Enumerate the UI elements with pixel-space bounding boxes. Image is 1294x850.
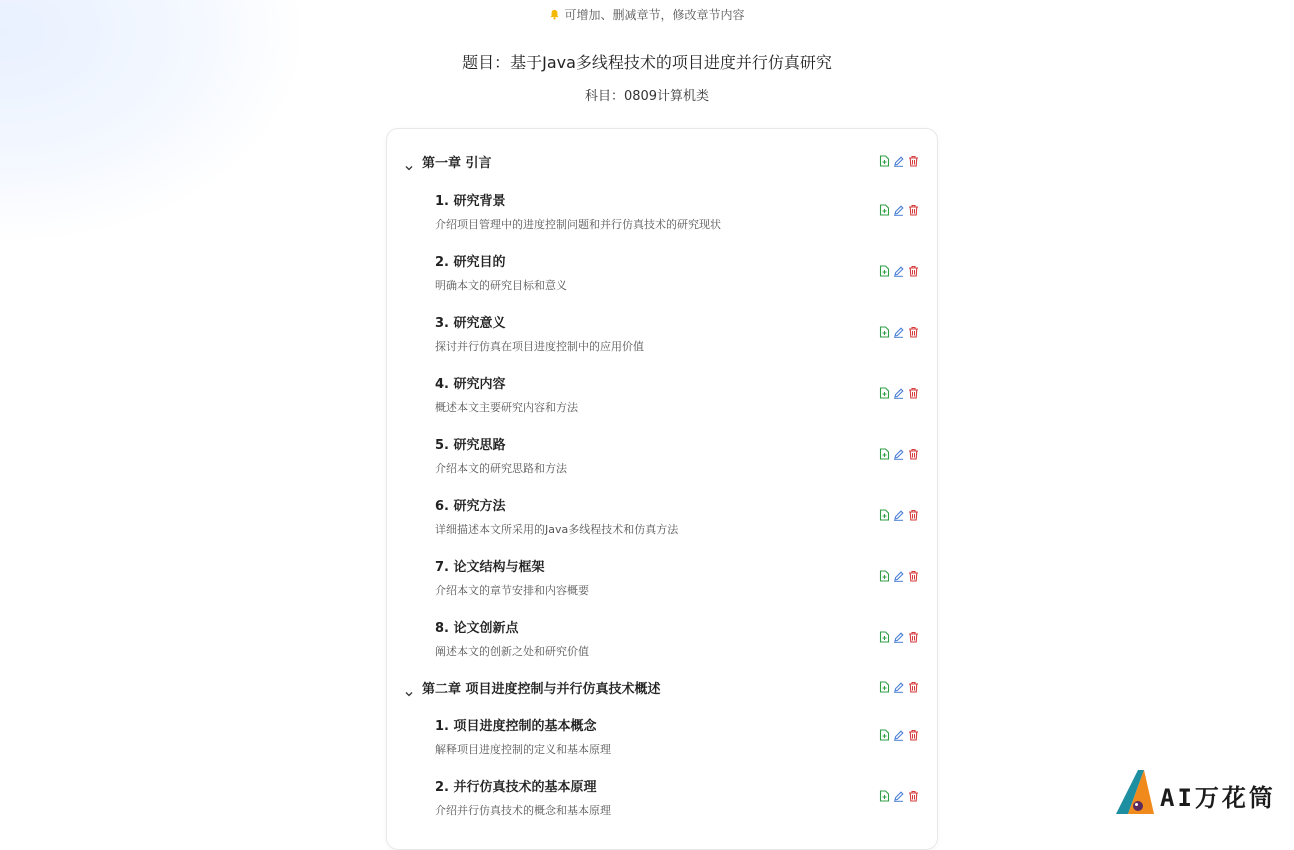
- section-desc: 解释项目进度控制的定义和基本原理: [435, 743, 611, 756]
- edit-icon[interactable]: [893, 204, 904, 216]
- section-actions: [879, 790, 921, 802]
- logo-text: AI万花筒: [1160, 784, 1276, 812]
- section-desc: 详细描述本文所采用的Java多线程技术和仿真方法: [435, 523, 679, 536]
- hint-bar: [0, 6, 1294, 23]
- add-icon[interactable]: [879, 509, 890, 521]
- chapter-row[interactable]: [387, 676, 937, 698]
- add-icon[interactable]: [879, 387, 890, 399]
- section-desc: 明确本文的研究目标和意义: [435, 279, 567, 292]
- chapter-actions: [879, 681, 921, 693]
- delete-icon[interactable]: [908, 387, 919, 399]
- section-actions: [879, 387, 921, 399]
- delete-icon[interactable]: [908, 790, 919, 802]
- edit-icon[interactable]: [893, 631, 904, 643]
- outline-card: [386, 128, 938, 850]
- add-icon[interactable]: [879, 631, 890, 643]
- delete-icon[interactable]: [908, 681, 919, 693]
- bell-icon: [549, 9, 560, 20]
- chapter-title: 第一章 引言: [422, 156, 492, 171]
- section-desc: 介绍本文的研究思路和方法: [435, 462, 567, 475]
- section-actions: [879, 631, 921, 643]
- chapter-title: 第二章 项目进度控制与并行仿真技术概述: [422, 682, 661, 697]
- subject-label: 科目：0809计算机类: [584, 89, 710, 104]
- section-desc: 介绍项目管理中的进度控制问题和并行仿真技术的研究现状: [435, 218, 721, 231]
- delete-icon[interactable]: [908, 204, 919, 216]
- section-title: 4. 研究内容: [435, 377, 506, 392]
- edit-icon[interactable]: [893, 448, 904, 460]
- section-actions: [879, 509, 921, 521]
- delete-icon[interactable]: [908, 155, 919, 167]
- add-icon[interactable]: [879, 681, 890, 693]
- edit-icon[interactable]: [893, 509, 904, 521]
- edit-icon[interactable]: [893, 387, 904, 399]
- delete-icon[interactable]: [908, 570, 919, 582]
- edit-icon[interactable]: [893, 326, 904, 338]
- section-title: 3. 研究意义: [435, 316, 506, 331]
- delete-icon[interactable]: [908, 326, 919, 338]
- delete-icon[interactable]: [908, 509, 919, 521]
- section-desc: 概述本文主要研究内容和方法: [435, 401, 578, 414]
- brand-logo: [1114, 768, 1284, 818]
- section-title: 5. 研究思路: [435, 438, 506, 453]
- delete-icon[interactable]: [908, 448, 919, 460]
- section-title: 1. 研究背景: [435, 194, 506, 209]
- add-icon[interactable]: [879, 790, 890, 802]
- section-actions: [879, 448, 921, 460]
- section-actions: [879, 326, 921, 338]
- chapter-row[interactable]: [387, 150, 937, 172]
- section-desc: 介绍并行仿真技术的概念和基本原理: [435, 804, 611, 817]
- chevron-down-icon[interactable]: [405, 683, 413, 691]
- logo-mark-icon: [1114, 768, 1158, 816]
- chapter-actions: [879, 155, 921, 167]
- hint-text: 可增加、删减章节，修改章节内容: [564, 8, 745, 22]
- edit-icon[interactable]: [893, 681, 904, 693]
- delete-icon[interactable]: [908, 265, 919, 277]
- chevron-down-icon[interactable]: [405, 157, 413, 165]
- section-desc: 介绍本文的章节安排和内容概要: [435, 584, 589, 597]
- edit-icon[interactable]: [893, 570, 904, 582]
- section-desc: 探讨并行仿真在项目进度控制中的应用价值: [435, 340, 644, 353]
- page-title: 题目：基于Java多线程技术的项目进度并行仿真研究: [462, 53, 832, 72]
- background-glow: [0, 0, 300, 240]
- edit-icon[interactable]: [893, 265, 904, 277]
- section-actions: [879, 729, 921, 741]
- add-icon[interactable]: [879, 265, 890, 277]
- add-icon[interactable]: [879, 326, 890, 338]
- edit-icon[interactable]: [893, 790, 904, 802]
- section-title: 7. 论文结构与框架: [435, 560, 545, 575]
- add-icon[interactable]: [879, 729, 890, 741]
- add-icon[interactable]: [879, 204, 890, 216]
- section-title: 6. 研究方法: [435, 499, 506, 514]
- section-title: 1. 项目进度控制的基本概念: [435, 719, 597, 734]
- add-icon[interactable]: [879, 570, 890, 582]
- section-actions: [879, 570, 921, 582]
- section-actions: [879, 265, 921, 277]
- section-actions: [879, 204, 921, 216]
- add-icon[interactable]: [879, 155, 890, 167]
- section-title: 2. 并行仿真技术的基本原理: [435, 780, 597, 795]
- edit-icon[interactable]: [893, 155, 904, 167]
- delete-icon[interactable]: [908, 729, 919, 741]
- section-title: 8. 论文创新点: [435, 621, 519, 636]
- delete-icon[interactable]: [908, 631, 919, 643]
- add-icon[interactable]: [879, 448, 890, 460]
- section-title: 2. 研究目的: [435, 255, 506, 270]
- section-desc: 阐述本文的创新之处和研究价值: [435, 645, 589, 658]
- edit-icon[interactable]: [893, 729, 904, 741]
